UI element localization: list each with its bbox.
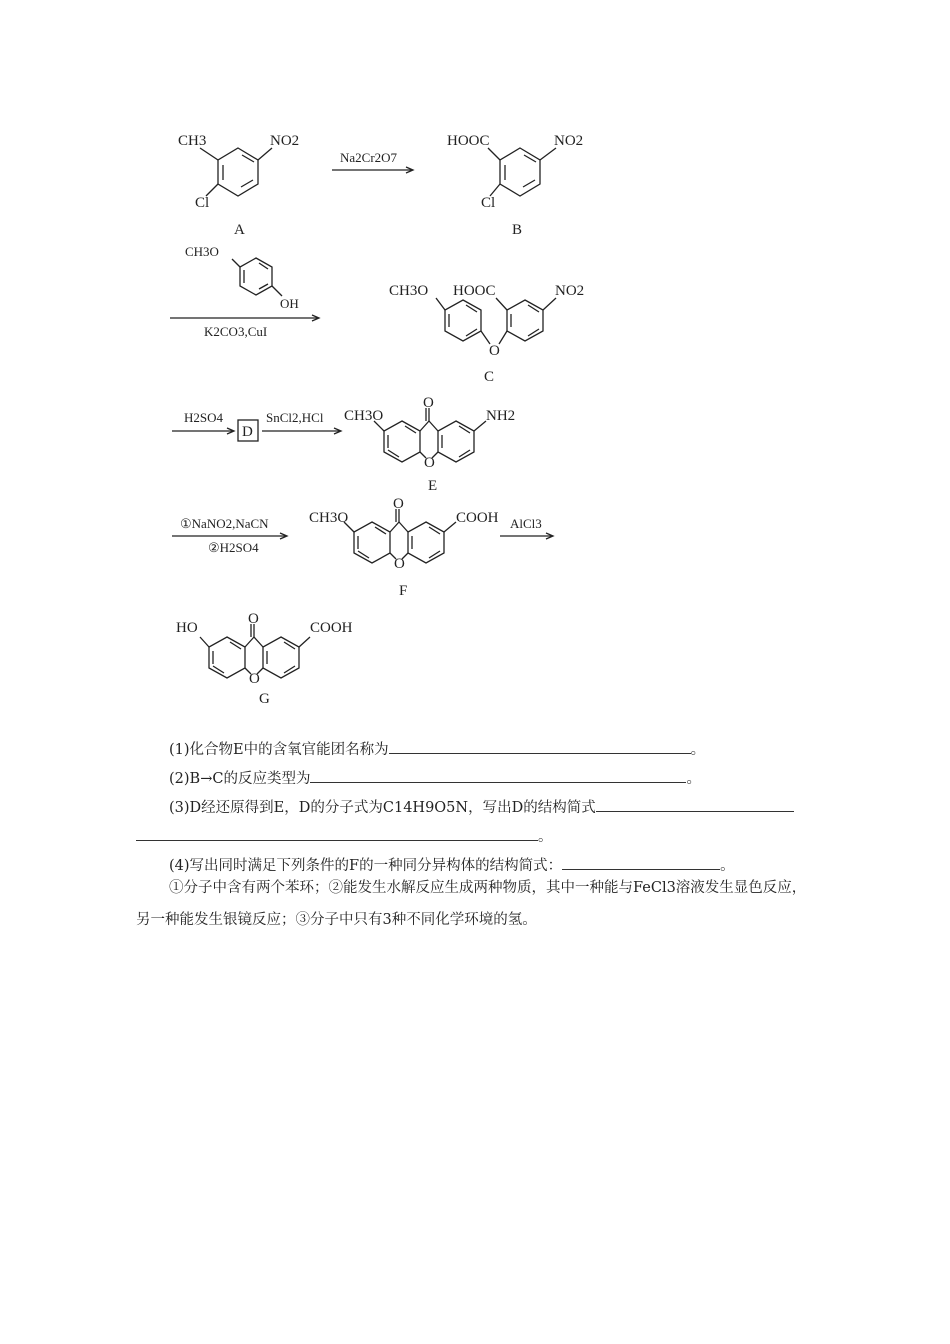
question-3-text: (3)D经还原得到E，D的分子式为C14H9O5N，写出D的结构简式	[169, 800, 596, 816]
answer-blank-1[interactable]	[389, 739, 691, 754]
f-caption: F	[399, 583, 408, 599]
reagent-och3-label: CH3O	[185, 244, 219, 259]
arrow3-reagent: H2SO4	[184, 410, 224, 425]
question-1-end: 。	[690, 742, 706, 758]
a-no2-label: NO2	[270, 133, 300, 149]
g-cooh-label: COOH	[310, 620, 353, 636]
g-carbonyl-o: O	[248, 611, 259, 627]
arrow2-reagent: K2CO3,CuI	[204, 324, 268, 339]
e-nh2-label: NH2	[486, 408, 516, 424]
g-caption: G	[259, 691, 270, 707]
compound-c	[436, 298, 556, 344]
f-carbonyl-o: O	[393, 496, 404, 512]
answer-blank-4[interactable]	[562, 855, 720, 870]
c-cooh-label: HOOC	[453, 283, 496, 299]
a-ch3-label: CH3	[178, 133, 207, 149]
arrow1-reagent: Na2Cr2O7	[340, 150, 398, 165]
g-ho-label: HO	[176, 620, 198, 636]
question-3-continued	[136, 826, 553, 847]
answer-blank-3a[interactable]	[596, 797, 794, 812]
question-2-text: (2)B→C的反应类型为	[169, 771, 311, 787]
answer-blank-2[interactable]	[310, 768, 686, 783]
g-ring-o: O	[249, 671, 260, 687]
a-caption: A	[234, 222, 245, 238]
a-cl-label: Cl	[195, 195, 210, 211]
compound-g	[200, 624, 310, 678]
b-cl-label: Cl	[481, 195, 496, 211]
d-box-label: D	[242, 424, 253, 440]
e-ring-o: O	[424, 455, 435, 471]
c-och3-label: CH3O	[389, 283, 429, 299]
b-no2-label: NO2	[554, 133, 584, 149]
e-och3-label: CH3O	[344, 408, 384, 424]
compound-f	[344, 509, 456, 563]
compound-e	[374, 408, 486, 462]
f-cooh-label: COOH	[456, 510, 499, 526]
arrow5-reagent-bottom: ②H2SO4	[208, 540, 259, 555]
question-3-end: 。	[538, 829, 553, 845]
f-ring-o: O	[394, 556, 405, 572]
question-4-end: 。	[720, 858, 735, 874]
question-1	[169, 739, 705, 760]
e-carbonyl-o: O	[423, 395, 434, 411]
b-cooh-label: HOOC	[447, 133, 490, 149]
arrow5-reagent-top: ①NaNO2,NaCN	[180, 516, 269, 531]
b-caption: B	[512, 222, 523, 238]
c-no2-label: NO2	[555, 283, 585, 299]
c-ether-o-label: O	[489, 343, 500, 359]
arrow6-reagent: AlCl3	[510, 516, 542, 531]
compound-b	[488, 148, 556, 196]
e-caption: E	[428, 478, 438, 494]
question-2-end: 。	[686, 771, 701, 787]
reagent-methoxyphenol	[232, 258, 282, 296]
compound-a	[200, 148, 272, 196]
c-caption: C	[484, 369, 495, 385]
answer-blank-3b[interactable]	[136, 826, 538, 841]
question-4-conditions: ①分子中含有两个苯环；②能发生水解反应生成两种物质，其中一种能与FeCl3溶液发生显色反应，另一种能发生银镜反应；③分子中只有3种不同化学环境的氢。	[136, 880, 807, 928]
question-3	[169, 797, 794, 818]
question-1-text: (1)化合物E中的含氧官能团名称为	[169, 742, 389, 758]
question-2	[169, 768, 701, 789]
f-och3-label: CH3O	[309, 510, 349, 526]
reagent-oh-label: OH	[280, 296, 299, 311]
arrow4-reagent: SnCl2,HCl	[266, 410, 324, 425]
question-4-text: (4)写出同时满足下列条件的F的一种同分异构体的结构简式：	[169, 858, 563, 874]
